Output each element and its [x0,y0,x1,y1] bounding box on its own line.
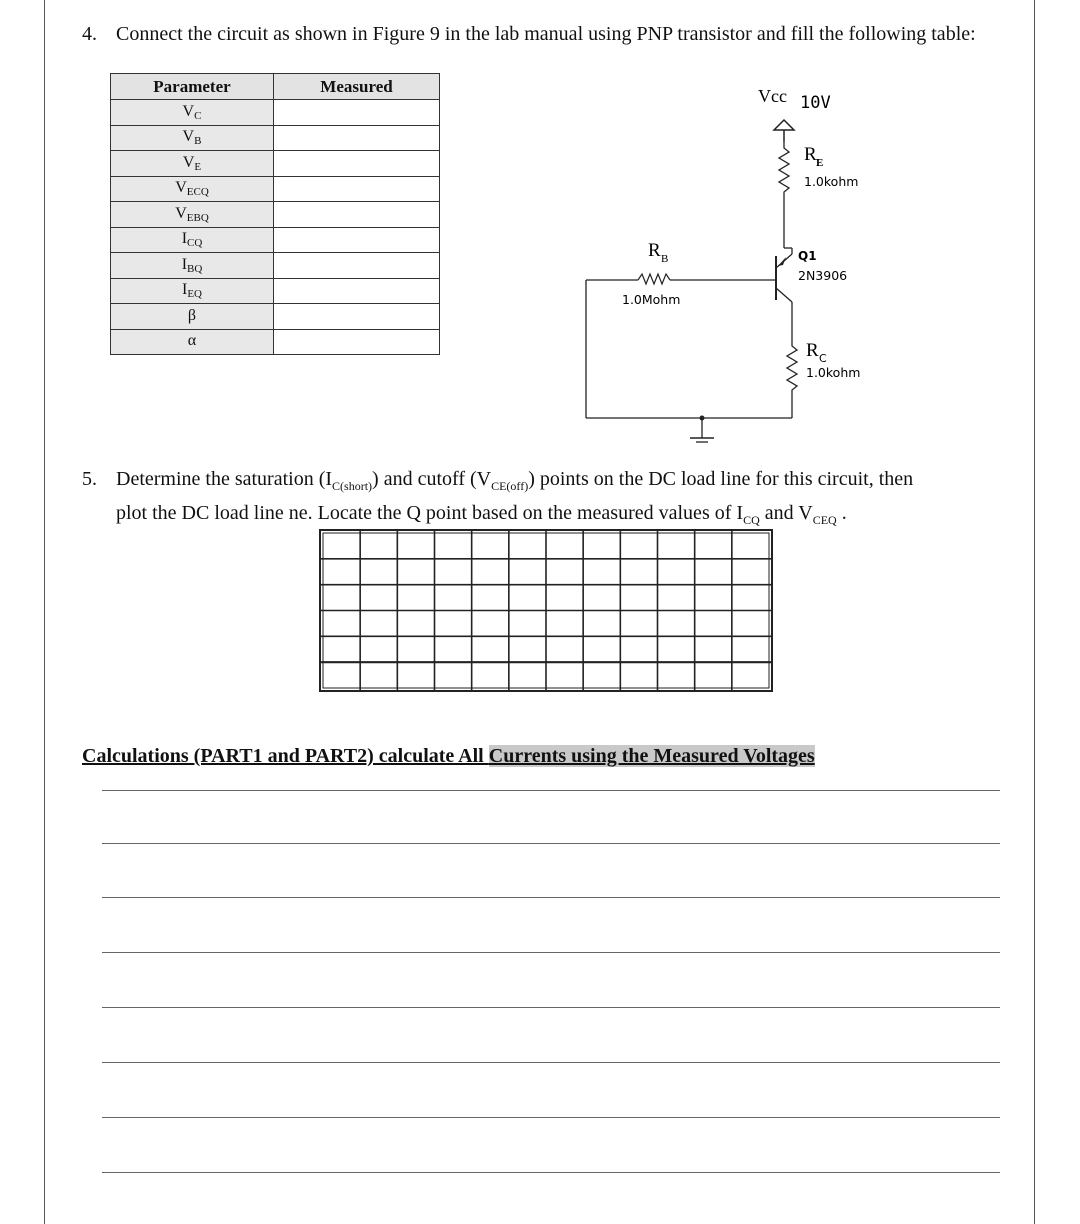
q-label: Q1 [798,249,817,263]
answer-line[interactable] [102,1062,1000,1063]
q5-v-symbol: V [476,468,492,490]
load-line-grid [319,529,773,692]
q5-text-c: ) points on the DC load line for this circuit, then [528,468,914,490]
q5-end: . [841,502,847,524]
load-line-grid-svg [321,531,771,690]
calculations-heading-highlight: Currents using the Measured Voltages [488,745,815,767]
parameter-cell [111,304,274,330]
vcc-terminal-icon [774,120,794,130]
q5-vceq-sub: CEQ [812,513,837,527]
parameter-subscript: EBQ [186,211,209,224]
rb-resistor-icon [638,274,670,284]
q5-i-sub: C(short) [332,479,373,493]
table-row [111,151,440,177]
parameter-cell [111,151,274,177]
parameter-subscript: E [194,160,202,173]
question-5-number: 5. [82,468,97,490]
answer-line[interactable] [102,897,1000,898]
parameter-symbol: I [181,255,188,273]
parameter-cell [111,176,274,202]
measured-cell[interactable] [274,227,440,253]
rc-label: R [806,340,819,361]
measured-cell[interactable] [274,202,440,228]
q5-text-b: ) and cutoff ( [372,468,477,490]
table-row [111,125,440,151]
parameter-table [110,73,440,355]
parameter-symbol: I [181,230,188,248]
rc-sub: C [819,352,827,365]
page-border-right [1034,0,1035,1224]
measured-cell[interactable] [274,304,440,330]
vcc-label: Vcc [758,86,787,106]
re-resistor-icon [779,142,789,248]
parameter-subscript: BQ [187,262,203,275]
parameter-subscript: CQ [187,237,203,250]
page-border-left [44,0,45,1224]
table-row [111,227,440,253]
q5-vceq-symbol: V [798,502,813,524]
answer-line[interactable] [102,790,1000,791]
table-row [111,202,440,228]
header-measured: Measured [274,74,440,100]
parameter-symbol: I [182,281,188,299]
table-row [111,176,440,202]
parameter-subscript: ECQ [186,186,209,199]
parameter-cell [111,202,274,228]
parameter-symbol: V [175,179,187,197]
circuit-svg [580,78,880,458]
parameter-symbol: V [182,153,195,171]
q5-text-a: Determine the saturation ( [116,468,326,490]
question-4-text: Connect the circuit as shown in Figure 9 in the lab manual using PNP transistor and fill the following table: [116,23,976,45]
measured-cell[interactable] [274,253,440,279]
measured-cell[interactable] [274,278,440,304]
answer-line[interactable] [102,1172,1000,1173]
re-value: 1.0kohm [804,174,859,189]
parameter-symbol: V [175,204,187,222]
rc-resistor-icon [787,340,797,418]
circuit-diagram [580,78,880,458]
measured-cell[interactable] [274,125,440,151]
calculations-heading [82,745,815,768]
parameter-cell [111,227,274,253]
parameter-symbol: α [187,332,197,350]
q5-and: and [764,502,794,524]
parameter-subscript: EQ [187,288,202,301]
parameter-cell [111,100,274,126]
answer-line[interactable] [102,843,1000,844]
q-part: 2N3906 [798,268,848,283]
header-parameter: Parameter [111,74,274,100]
parameter-subscript: C [194,109,202,122]
answer-line[interactable] [102,1117,1000,1118]
rb-value: 1.0Mohm [622,292,681,307]
measured-cell[interactable] [274,176,440,202]
parameter-symbol: β [187,306,197,324]
parameter-cell [111,125,274,151]
table-row [111,304,440,330]
q5-i-symbol: I [325,468,333,490]
measured-cell[interactable] [274,329,440,355]
re-sub: E [816,157,824,169]
parameter-cell [111,278,274,304]
parameter-subscript: B [194,135,202,148]
parameter-table-body [111,100,440,355]
parameter-symbol: V [182,102,195,120]
answer-line[interactable] [102,1007,1000,1008]
table-row [111,329,440,355]
q5-icq-sub: CQ [743,513,760,527]
answer-line[interactable] [102,952,1000,953]
calculations-heading-text: Calculations (PART1 and PART2) calculate All [82,745,489,767]
q5-v-sub: CE(off) [491,479,529,493]
table-row [111,253,440,279]
rb-label: R [648,240,661,261]
parameter-cell [111,253,274,279]
q5-line2-text: plot the DC load line ne. Locate the Q point based on the measured values of [116,502,732,524]
pnp-arrow-icon [778,257,786,266]
table-row [111,278,440,304]
parameter-symbol: V [182,128,195,146]
rc-value: 1.0kohm [806,365,861,380]
measured-cell[interactable] [274,100,440,126]
table-row [111,100,440,126]
q5-icq-symbol: I [736,502,744,524]
measured-cell[interactable] [274,151,440,177]
question-4-number: 4. [82,23,97,45]
vcc-value: 10V [800,93,831,113]
re-label: R [804,144,817,165]
rb-sub: B [661,253,669,265]
parameter-cell [111,329,274,355]
